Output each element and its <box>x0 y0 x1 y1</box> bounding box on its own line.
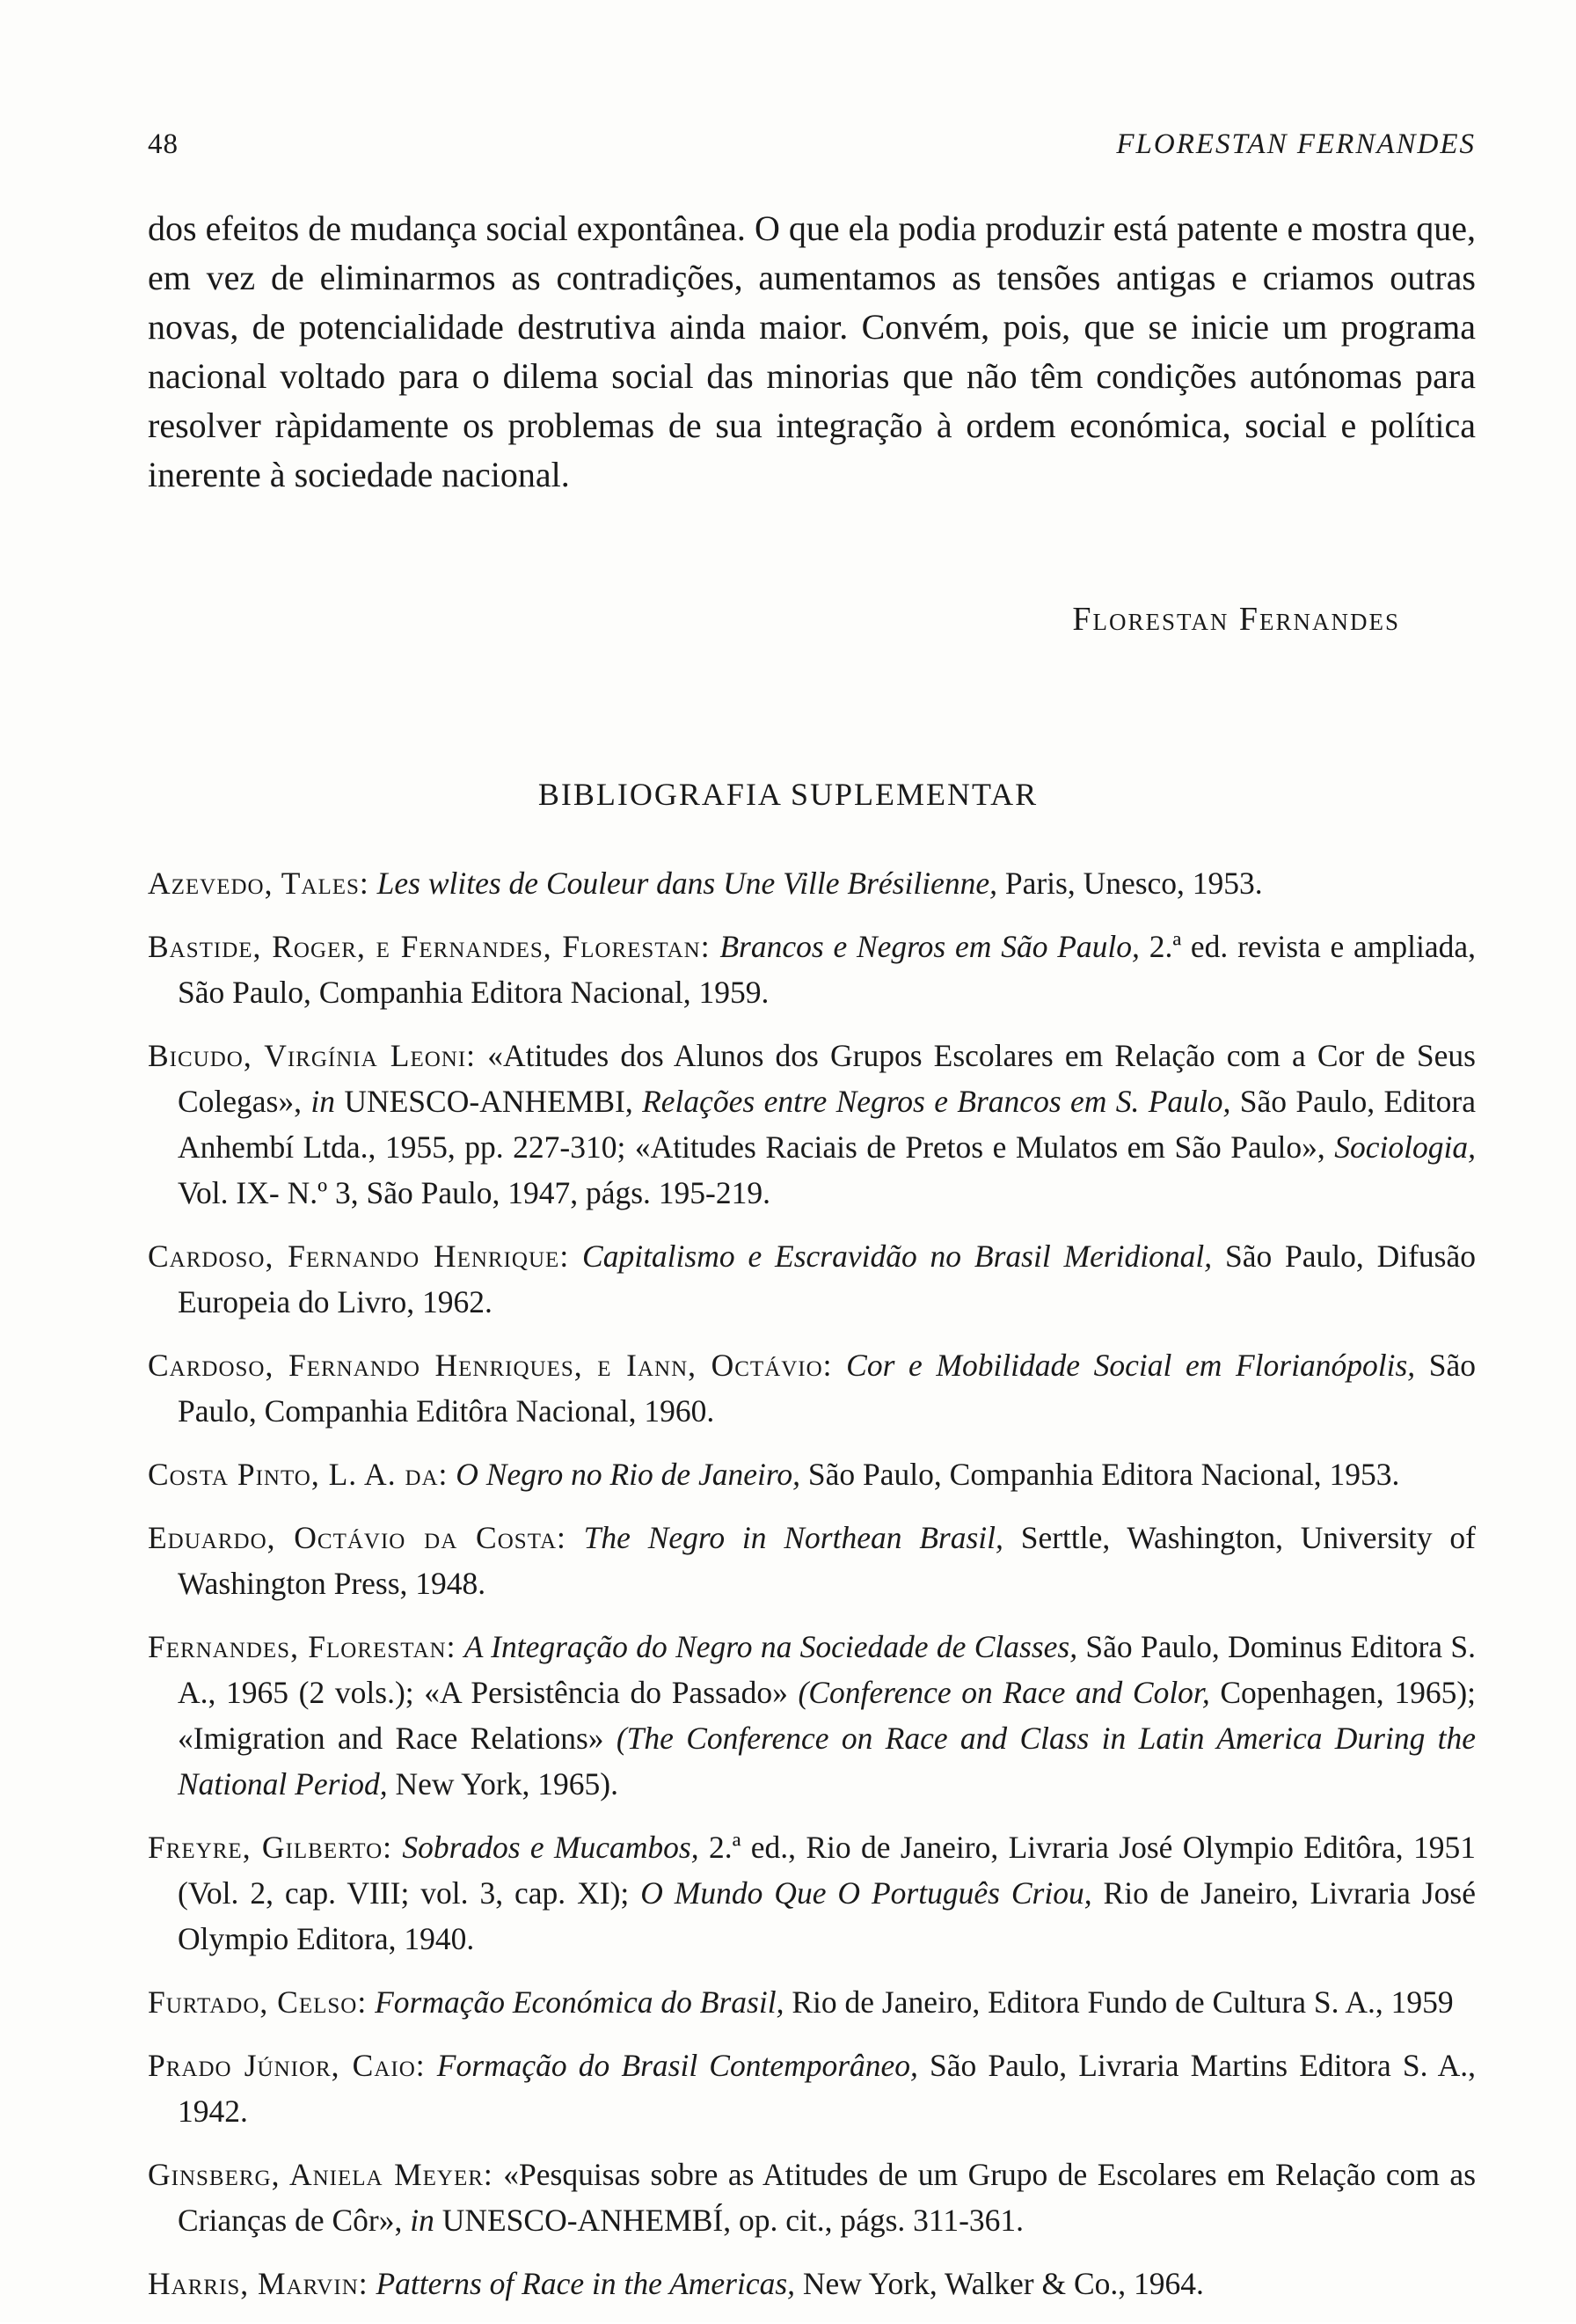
page-number: 48 <box>148 128 179 160</box>
bibliography-text: São Paulo, Livraria Martins Editora S. A., 1942. <box>178 2048 1476 2129</box>
bibliography-title: Sobrados e Mucambos, <box>402 1830 699 1865</box>
bibliography-text: New York, Walker & Co., 1964. <box>795 2266 1204 2301</box>
bibliography-entry <box>148 1624 1476 1807</box>
bibliography-title: Cor e Mobilidade Social em Florianópolis, <box>846 1348 1416 1383</box>
bibliography-text: Vol. IX- N.º 3, São Paulo, 1947, págs. 195-219. <box>178 1175 770 1210</box>
bibliography-title: O Mundo Que O Português Criou, <box>640 1875 1092 1911</box>
bibliography-author: Cardoso, Fernando Henriques, e Iann, Octávio: <box>148 1348 833 1383</box>
bibliography-author: Azevedo, Tales: <box>148 866 369 901</box>
bibliography-entry <box>148 1979 1476 2025</box>
bibliography-text: Paris, Unesco, 1953. <box>996 866 1263 901</box>
bibliography-entry <box>148 860 1476 906</box>
author-signature: Florestan Fernandes <box>1072 601 1400 638</box>
bibliography-title: Patterns of Race in the Americas, <box>376 2266 796 2301</box>
bibliography-title: in <box>410 2203 434 2238</box>
bibliography-author: Costa Pinto, L. A. da: <box>148 1457 449 1492</box>
bibliography-entry <box>148 1451 1476 1497</box>
bibliography-title: Brancos e Negros em São Paulo, <box>719 929 1140 964</box>
section-title: BIBLIOGRAFIA SUPLEMENTAR <box>537 777 1039 812</box>
bibliography-author: Ginsberg, Aniela Meyer: <box>148 2157 493 2192</box>
bibliography-entry <box>148 2152 1476 2243</box>
bibliography-entry <box>148 924 1476 1015</box>
bibliography-text: São Paulo, Editora Anhembí Ltda., 1955, pp. 227-310; «Atitudes Raciais de Pretos e Mulatos em São Paulo», <box>178 1084 1476 1165</box>
bibliography-author: Prado Júnior, Caio: <box>148 2048 426 2083</box>
bibliography-author: Furtado, Celso: <box>148 1984 368 2020</box>
bibliography-list <box>148 860 1476 2324</box>
bibliography-title: (The Conference on Race and Class in Latin America During the National Period, <box>178 1721 1476 1801</box>
bibliography-text: São Paulo, Companhia Editora Nacional, 1953. <box>800 1457 1400 1492</box>
bibliography-text: São Paulo, Companhia Editôra Nacional, 1960. <box>178 1348 1476 1429</box>
bibliography-author: Cardoso, Fernando Henrique: <box>148 1239 570 1274</box>
bibliography-text: Copenhagen, 1965); «Imigration and Race Relations» <box>178 1675 1476 1756</box>
running-head <box>148 128 1476 164</box>
bibliography-text: São Paulo, Difusão Europeia do Livro, 1962. <box>178 1239 1477 1319</box>
bibliography-entry <box>148 1233 1476 1325</box>
bibliography-text: New York, 1965). <box>387 1766 618 1801</box>
bibliography-title: Relações entre Negros e Brancos em S. Paulo, <box>642 1084 1231 1119</box>
bibliography-title: Formação Económica do Brasil, <box>375 1984 784 2020</box>
bibliography-author: Eduardo, Octávio da Costa: <box>148 1520 566 1555</box>
bibliography-title: Formação do Brasil Contemporâneo, <box>436 2048 918 2083</box>
bibliography-author: Harris, Marvin: <box>148 2266 368 2301</box>
body-paragraph: dos efeitos de mudança social expontânea. O que ela podia produzir está patente e mostra que, em vez de eliminarmos as contradições, aumentamos as tensões antigas e criamos outras novas, de potencialidade destrutiva ainda maior. Convém, pois, que se inicie um programa nacional voltado para o dilema social das minorias que não têm condições autónomas para resolver ràpidamente os problemas de sua integração à ordem económica, social e política inerente à sociedade nacional. <box>148 208 1476 494</box>
bibliography-title: (Conference on Race and Color, <box>798 1675 1210 1710</box>
running-title: FLORESTAN FERNANDES <box>1116 128 1476 160</box>
bibliography-entry <box>148 1033 1476 1216</box>
bibliography-text: UNESCO-ANHEMBI, <box>334 1084 643 1119</box>
bibliography-title: O Negro no Rio de Janeiro, <box>456 1457 801 1492</box>
bibliography-entry <box>148 1515 1476 1606</box>
bibliography-text: «Atitudes dos Alunos dos Grupos Escolares em Relação com a Cor de Seus Colegas», <box>178 1038 1477 1119</box>
bibliography-text: UNESCO-ANHEMBÍ, op. cit., págs. 311-361. <box>434 2203 1025 2238</box>
bibliography-author: Bastide, Roger, e Fernandes, Florestan: <box>148 929 711 964</box>
bibliography-author: Fernandes, Florestan: <box>148 1629 456 1664</box>
bibliography-text: 2.ª ed. revista e ampliada, São Paulo, Companhia Editora Nacional, 1959. <box>178 929 1477 1010</box>
bibliography-entry <box>148 1342 1476 1434</box>
bibliography-title: Les wlites de Couleur dans Une Ville Brésilienne, <box>376 866 997 901</box>
bibliography-text: Rio de Janeiro, Livraria José Olympio Editora, 1940. <box>178 1875 1476 1956</box>
bibliography-author: Bicudo, Virgínia Leoni: <box>148 1038 477 1073</box>
bibliography-entry <box>148 2043 1476 2134</box>
bibliography-text: «Pesquisas sobre as Atitudes de um Grupo de Escolares em Relação com as Crianças de Côr», <box>178 2157 1477 2238</box>
bibliography-text: 2.ª ed., Rio de Janeiro, Livraria José Olympio Editôra, 1951 (Vol. 2, cap. VIII; vol. 3, cap. XI); <box>178 1830 1477 1911</box>
bibliography-title: Capitalismo e Escravidão no Brasil Meridional, <box>582 1239 1213 1274</box>
bibliography-author: Freyre, Gilberto: <box>148 1830 393 1865</box>
bibliography-title: The Negro in Northean Brasil, <box>583 1520 1003 1555</box>
bibliography-text: Rio de Janeiro, Editora Fundo de Cultura S. A., 1959 <box>784 1984 1454 2020</box>
bibliography-text: São Paulo, Dominus Editora S. A., 1965 (2 vols.); «A Persistência do Passado» <box>178 1629 1476 1710</box>
bibliography-title: in <box>310 1084 335 1119</box>
bibliography-title: Sociologia, <box>1334 1129 1476 1165</box>
bibliography-entry <box>148 2261 1476 2306</box>
bibliography-text: Serttle, Washington, University of Washington Press, 1948. <box>178 1520 1476 1601</box>
bibliography-title: A Integração do Negro na Sociedade de Classes, <box>463 1629 1078 1664</box>
bibliography-entry <box>148 1824 1476 1962</box>
